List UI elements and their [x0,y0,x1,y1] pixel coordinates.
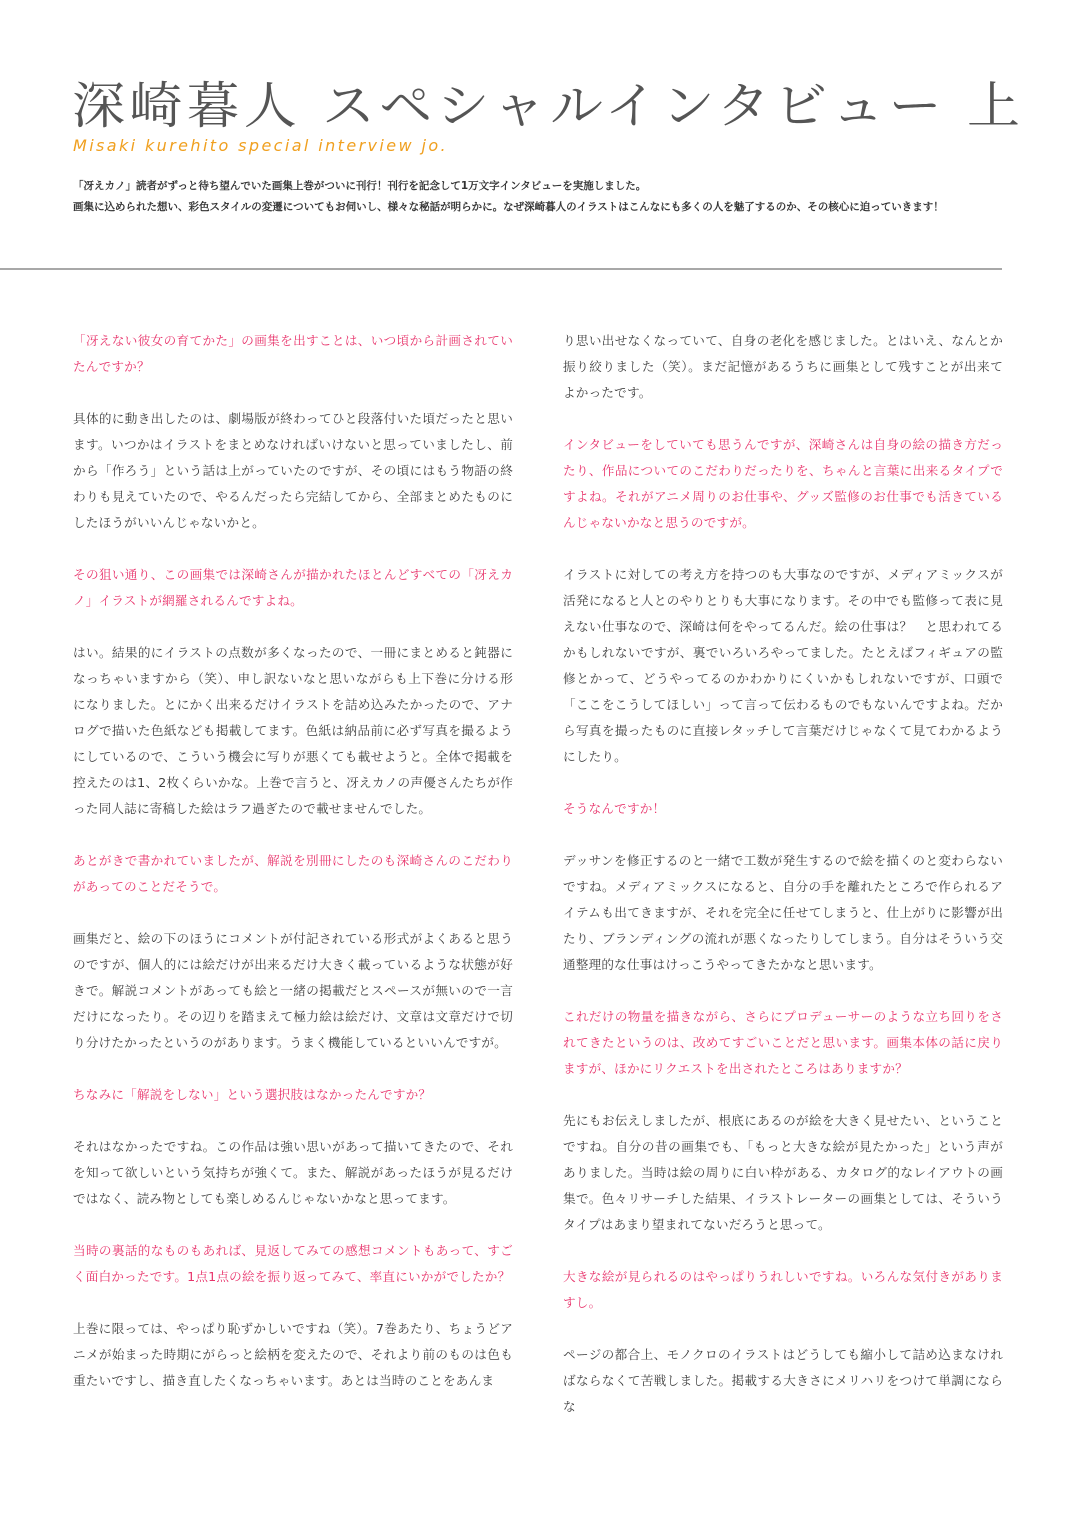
question-paragraph: 当時の裏話的なものもあれば、見返してみての感想コメントもあって、すごく面白かったです。1点1点の絵を振り返ってみて、率直にいかがでしたか？ [73,1243,513,1284]
left-column [73,328,513,1420]
answer-paragraph: 具体的に動き出したのは、劇場版が終わってひと段落付いた頃だったと思います。いつかはイラストをまとめなければいけないと思っていましたし、前から「作ろう」という話は上がっていたのですが、その頃にはもう物語の終わりも見えていたので、やるんだったら完結してから、全部まとめたものにしたほうがいいんじゃないかと。 [73,411,513,530]
answer-paragraph: はい。結果的にイラストの点数が多くなったので、一冊にまとめると鈍器になっちゃいますから（笑）、申し訳ないなと思いながらも上下巻に分ける形になりました。とにかく出来るだけイラストを詰め込みたかったので、アナログで描いた色紙なども掲載してます。色紙は納品前に必ず写真を撮るようにしているので、こういう機会に写りが悪くても載せようと。全体で掲載を控えたのは1、2枚くらいかな。上巻で言うと、冴えカノの声優さんたちが作った同人誌に寄稿した絵はラフ過ぎたので載せませんでした。 [73,645,513,816]
question-paragraph: ちなみに「解説をしない」という選択肢はなかったんですか？ [73,1087,432,1102]
answer-paragraph: デッサンを修正するのと一緒で工数が発生するので絵を描くのと変わらないですね。メディアミックスになると、自分の手を離れたところで作られるアイテムも出てきますが、それを完全に任せてしまうと、仕上がりに影響が出たり、ブランディングの流れが悪くなったりしてしまう。自分はそういう交通整理的な仕事はけっこうやってきたかなと思います。 [563,853,1003,972]
answer-paragraph: ページの都合上、モノクロのイラストはどうしても縮小して詰め込まなければならなくて苦戦しました。掲載する大きさにメリハリをつけて単調にならな [563,1347,1004,1414]
right-column [563,328,1003,1446]
question-paragraph: これだけの物量を描きながら、さらにプロデューサーのような立ち回りをされてきたというのは、改めてすごいことだと思います。画集本体の話に戻りますが、ほかにリクエストを出されたところはありますか？ [563,1009,1003,1076]
question-paragraph: そうなんですか！ [563,801,666,816]
question-paragraph: その狙い通り、この画集では深崎さんが描かれたほとんどすべての「冴えカノ」イラストが網羅されるんですよね。 [73,567,513,608]
answer-paragraph: 先にもお伝えしましたが、根底にあるのが絵を大きく見せたい、ということですね。自分の昔の画集でも、「もっと大きな絵が見たかった」という声がありました。当時は絵の周りに白い枠がある、カタログ的なレイアウトの画集で。色々リサーチした結果、イラストレーターの画集としては、そういうタイプはあまり望まれてないだろうと思って。 [563,1113,1003,1232]
answer-paragraph: 画集だと、絵の下のほうにコメントが付記されている形式がよくあると思うのですが、個人的には絵だけが出来るだけ大きく載っているような状態が好きで。解説コメントがあっても絵と一緒の掲載だとスペースが無いので一言だけになったり。その辺りを踏まえて極力絵は絵だけ、文章は文章だけで切り分けたかったというのがあります。うまく機能しているといいんですが。 [73,931,513,1050]
question-paragraph: あとがきで書かれていましたが、解説を別冊にしたのも深崎さんのこだわりがあってのことだそうで。 [73,853,513,894]
question-paragraph: インタビューをしていても思うんですが、深崎さんは自身の絵の描き方だったり、作品についてのこだわりだったりを、ちゃんと言葉に出来るタイプですよね。それがアニメ周りのお仕事や、グッズ監修のお仕事でも活きているんじゃないかなと思うのですが。 [563,437,1003,530]
divider [0,268,1002,270]
answer-paragraph: 上巻に限っては、やっぱり恥ずかしいですね（笑）。7巻あたり、ちょうどアニメが始まった時期にがらっと絵柄を変えたので、それより前のものは色も重たいですし、描き直したくなっちゃいます。あとは当時のことをあんま [73,1321,513,1388]
lead-line: 画集に込められた想い、彩色スタイルの変遷についてもお伺いし、様々な秘話が明らかに。なぜ深崎暮人のイラストはこんなにも多くの人を魅了するのか、その核心に迫っていきます！ [73,201,944,213]
lead-line: 「冴えカノ」読者がずっと待ち望んでいた画集上巻がついに刊行！刊行を記念して1万文字インタビューを実施しました。 [73,180,647,192]
page-title: 深崎暮人 スペシャルインタビュー 上 [72,77,1025,135]
page-subtitle: Misaki kurehito special interview jo. [73,136,448,155]
lead-text [73,176,993,218]
answer-paragraph: り思い出せなくなっていて、自身の老化を感じました。とはいえ、なんとか振り絞りました（笑）。まだ記憶があるうちに画集として残すことが出来てよかったです。 [563,333,1003,400]
answer-paragraph: イラストに対しての考え方を持つのも大事なのですが、メディアミックスが活発になると人とのやりとりも大事になります。その中でも監修って表に見えない仕事なので、深崎は何をやってるんだ。絵の仕事は？ と思われてるかもしれないですが、裏でいろいろやってました。たとえばフィギュアの監修とかって、どうやってるのかわかりにくいかもしれないですが、口頭で「ここをこうしてほしい」って言って伝わるものでもないんですよね。だから写真を撮ったものに直接レタッチして言葉だけじゃなくて見てわかるようにしたり。 [563,567,1003,764]
answer-paragraph: それはなかったですね。この作品は強い思いがあって描いてきたので、それを知って欲しいという気持ちが強くて。また、解説があったほうが見るだけではなく、読み物としても楽しめるんじゃないかなと思ってます。 [73,1139,513,1206]
question-paragraph: 大きな絵が見られるのはやっぱりうれしいですね。いろんな気付きがありますし。 [563,1269,1003,1310]
question-paragraph: 「冴えない彼女の育てかた」の画集を出すことは、いつ頃から計画されていたんですか？ [73,333,513,374]
